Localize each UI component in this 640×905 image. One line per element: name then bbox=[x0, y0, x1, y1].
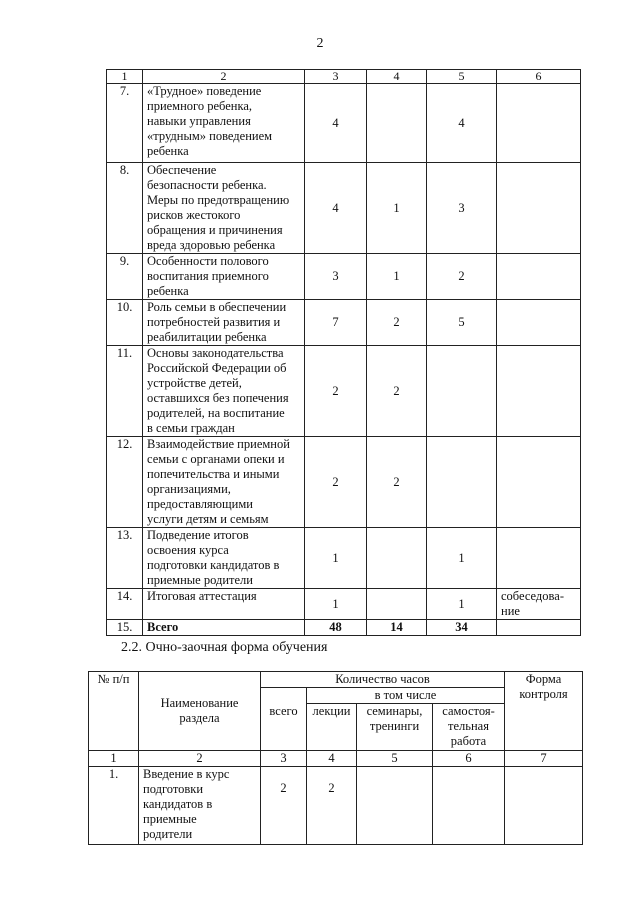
part-time-table-body bbox=[89, 672, 583, 845]
header-line: Наименование bbox=[160, 696, 239, 710]
hours-lectures bbox=[367, 528, 427, 589]
table-row bbox=[107, 163, 581, 254]
cell-line: Итоговая аттестация bbox=[147, 589, 257, 603]
hours-lectures: 2 bbox=[307, 767, 357, 845]
hours-seminars: 34 bbox=[427, 620, 497, 636]
hours-seminars: 1 bbox=[427, 589, 497, 620]
hours-total: 4 bbox=[305, 163, 367, 254]
cell-line: освоения курса bbox=[147, 543, 229, 557]
cell-line: безопасности ребенка. bbox=[147, 178, 267, 192]
control-form bbox=[497, 84, 581, 163]
hours-lectures bbox=[367, 84, 427, 163]
hours-lectures bbox=[367, 589, 427, 620]
row-number: 11. bbox=[107, 346, 143, 437]
cell-line: реабилитации ребенка bbox=[147, 330, 267, 344]
control-form bbox=[497, 346, 581, 437]
page-number: 2 bbox=[316, 36, 324, 51]
section-name bbox=[143, 620, 305, 636]
section-name bbox=[143, 300, 305, 346]
header-row bbox=[89, 672, 583, 688]
section-name bbox=[143, 528, 305, 589]
hours-total: 2 bbox=[261, 767, 307, 845]
table-row bbox=[107, 84, 581, 163]
section-name bbox=[143, 254, 305, 300]
row-number: 15. bbox=[107, 620, 143, 636]
cell-line: собеседова- bbox=[501, 589, 564, 603]
hours-lectures: 2 bbox=[367, 437, 427, 528]
cell-line: ребенка bbox=[147, 144, 189, 158]
cell-line: ребенка bbox=[147, 284, 189, 298]
column-number: 4 bbox=[307, 751, 357, 767]
hours-total: 3 bbox=[305, 254, 367, 300]
cell-line: организациями, bbox=[147, 482, 231, 496]
cell-line: оставшихся без попечения bbox=[147, 391, 289, 405]
cell-line: в семьи граждан bbox=[147, 421, 235, 435]
hours-total: 2 bbox=[305, 346, 367, 437]
hours-total: 1 bbox=[305, 528, 367, 589]
hours-seminars: 2 bbox=[427, 254, 497, 300]
column-number: 2 bbox=[143, 70, 305, 84]
cell-line: устройстве детей, bbox=[147, 376, 242, 390]
header-line: работа bbox=[450, 734, 487, 748]
hours-seminars: 3 bbox=[427, 163, 497, 254]
column-number: 7 bbox=[505, 751, 583, 767]
cell-line: приемного ребенка, bbox=[147, 99, 253, 113]
cell-line: Взаимодействие приемной bbox=[147, 437, 290, 451]
header-line: тренинги bbox=[369, 719, 420, 733]
column-number-row bbox=[107, 70, 581, 84]
column-number-row bbox=[89, 751, 583, 767]
header-control-form bbox=[505, 672, 583, 751]
cell-line: Основы законодательства bbox=[147, 346, 284, 360]
cell-line: Обеспечение bbox=[147, 163, 217, 177]
header-line: контроля bbox=[519, 687, 568, 701]
hours-seminars: 4 bbox=[427, 84, 497, 163]
hours-lectures: 1 bbox=[367, 254, 427, 300]
hours-seminars bbox=[357, 767, 433, 845]
row-number: 9. bbox=[107, 254, 143, 300]
hours-lectures: 2 bbox=[367, 300, 427, 346]
header-number: № п/п bbox=[89, 672, 139, 751]
hours-total: 7 bbox=[305, 300, 367, 346]
hours-lectures: 1 bbox=[367, 163, 427, 254]
control-form bbox=[497, 300, 581, 346]
column-number: 4 bbox=[367, 70, 427, 84]
table-row bbox=[107, 254, 581, 300]
curriculum-table-full-time bbox=[106, 69, 581, 636]
cell-line: родители bbox=[143, 827, 193, 841]
section-title: 2.2. Очно-заочная форма обучения bbox=[121, 640, 328, 655]
column-number: 3 bbox=[261, 751, 307, 767]
cell-line: родителей, на воспитание bbox=[147, 406, 285, 420]
column-number: 3 bbox=[305, 70, 367, 84]
control-form bbox=[497, 589, 581, 620]
cell-line: Введение в курс bbox=[143, 767, 230, 781]
table-row bbox=[107, 346, 581, 437]
hours-seminars bbox=[427, 346, 497, 437]
header-hours: Количество часов bbox=[261, 672, 505, 688]
section-name bbox=[143, 84, 305, 163]
cell-line: семьи с органами опеки и bbox=[147, 452, 285, 466]
cell-line: Роль семьи в обеспечении bbox=[147, 300, 287, 314]
hours-self-study bbox=[433, 767, 505, 845]
column-number: 1 bbox=[107, 70, 143, 84]
header-total: всего bbox=[261, 688, 307, 751]
cell-line: Российской Федерации об bbox=[147, 361, 287, 375]
header-section-name bbox=[139, 672, 261, 751]
row-number: 13. bbox=[107, 528, 143, 589]
hours-lectures: 14 bbox=[367, 620, 427, 636]
hours-seminars bbox=[427, 437, 497, 528]
cell-line: вреда здоровью ребенка bbox=[147, 238, 276, 252]
cell-line: «трудным» поведением bbox=[147, 129, 273, 143]
cell-line: Всего bbox=[147, 620, 179, 634]
hours-lectures: 2 bbox=[367, 346, 427, 437]
hours-total: 1 bbox=[305, 589, 367, 620]
cell-line: рисков жестокого bbox=[147, 208, 241, 222]
cell-line: Меры по предотвращению bbox=[147, 193, 290, 207]
column-number: 5 bbox=[357, 751, 433, 767]
table-row bbox=[107, 528, 581, 589]
header-lectures: лекции bbox=[307, 704, 357, 751]
header-including: в том числе bbox=[307, 688, 505, 704]
control-form bbox=[497, 437, 581, 528]
cell-line: воспитания приемного bbox=[147, 269, 269, 283]
header-seminars bbox=[357, 704, 433, 751]
hours-total: 48 bbox=[305, 620, 367, 636]
table-row bbox=[89, 767, 583, 845]
control-form bbox=[497, 163, 581, 254]
column-number: 6 bbox=[433, 751, 505, 767]
cell-line: Подведение итогов bbox=[147, 528, 249, 542]
cell-line: попечительства и иными bbox=[147, 467, 280, 481]
header-line: семинары, bbox=[366, 704, 423, 718]
control-form bbox=[497, 620, 581, 636]
row-number: 12. bbox=[107, 437, 143, 528]
hours-seminars: 1 bbox=[427, 528, 497, 589]
control-form bbox=[505, 767, 583, 845]
section-name bbox=[143, 589, 305, 620]
cell-line: подготовки кандидатов в bbox=[147, 558, 280, 572]
cell-line: подготовки bbox=[143, 782, 204, 796]
column-number: 1 bbox=[89, 751, 139, 767]
header-line: самостоя- bbox=[442, 704, 495, 718]
row-number: 8. bbox=[107, 163, 143, 254]
cell-line: приемные bbox=[143, 812, 197, 826]
control-form bbox=[497, 528, 581, 589]
cell-line: услуги детям и семьям bbox=[147, 512, 269, 526]
cell-line: «Трудное» поведение bbox=[147, 84, 262, 98]
cell-line: предоставляющими bbox=[147, 497, 253, 511]
hours-seminars: 5 bbox=[427, 300, 497, 346]
cell-line: приемные родители bbox=[147, 573, 253, 587]
header-line: Форма bbox=[525, 672, 562, 686]
cell-line: потребностей развития и bbox=[147, 315, 281, 329]
hours-total: 4 bbox=[305, 84, 367, 163]
hours-total: 2 bbox=[305, 437, 367, 528]
table-row bbox=[107, 589, 581, 620]
section-name bbox=[143, 163, 305, 254]
column-number: 5 bbox=[427, 70, 497, 84]
cell-line: навыки управления bbox=[147, 114, 251, 128]
curriculum-table-body bbox=[107, 70, 581, 636]
header-line: раздела bbox=[179, 711, 220, 725]
column-number: 2 bbox=[139, 751, 261, 767]
cell-line: обращения и причинения bbox=[147, 223, 283, 237]
row-number: 14. bbox=[107, 589, 143, 620]
curriculum-table-part-time bbox=[88, 671, 583, 845]
header-self-study bbox=[433, 704, 505, 751]
cell-line: ние bbox=[501, 604, 520, 618]
table-row bbox=[107, 300, 581, 346]
section-name bbox=[143, 346, 305, 437]
row-number: 1. bbox=[89, 767, 139, 845]
control-form bbox=[497, 254, 581, 300]
table-row bbox=[107, 437, 581, 528]
cell-line: Особенности полового bbox=[147, 254, 269, 268]
row-number: 7. bbox=[107, 84, 143, 163]
section-name bbox=[143, 437, 305, 528]
cell-line: кандидатов в bbox=[143, 797, 213, 811]
section-name bbox=[139, 767, 261, 845]
table-row bbox=[107, 620, 581, 636]
column-number: 6 bbox=[497, 70, 581, 84]
row-number: 10. bbox=[107, 300, 143, 346]
header-line: тельная bbox=[448, 719, 489, 733]
